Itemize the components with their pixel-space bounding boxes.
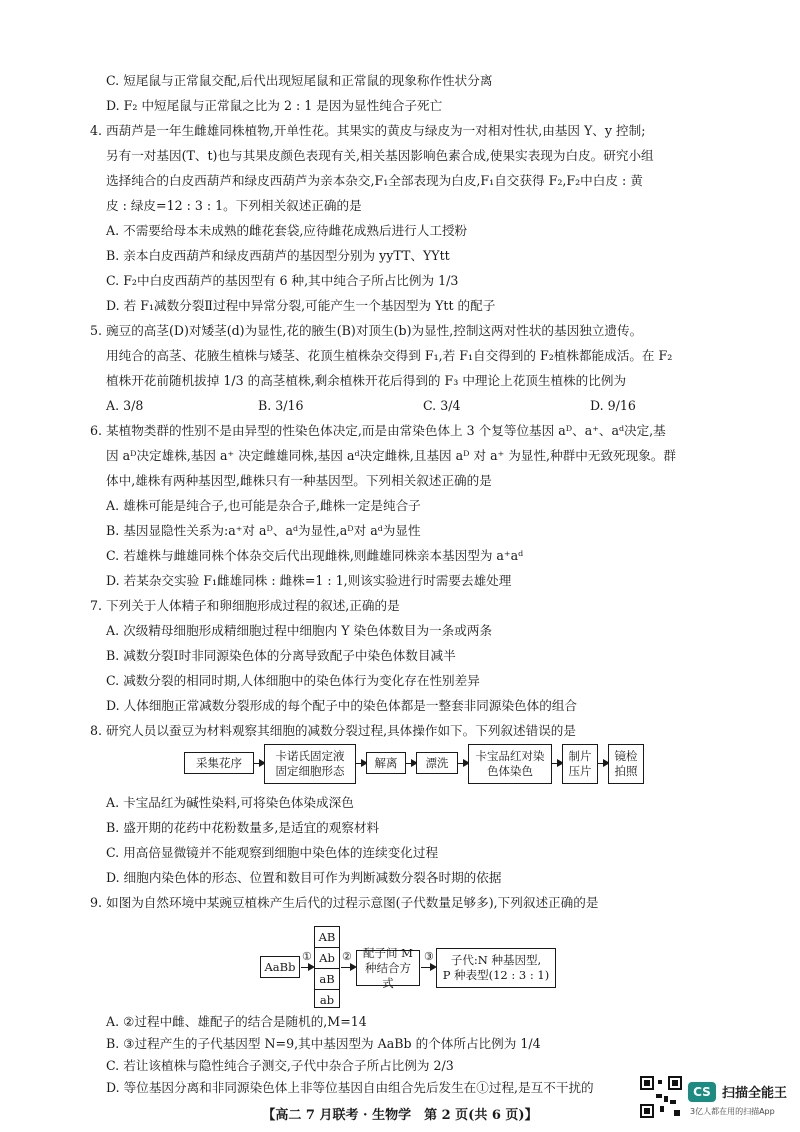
scanner-tagline: 3亿人都在用的扫描App [690, 1107, 775, 1116]
q4-stem-line1: 4. 西葫芦是一年生雌雄同株植物,开单性花。其果实的黄皮与绿皮为一对相对性状,由基因 Y、y 控制; [90, 123, 646, 138]
q7-option-c: C. 减数分裂的相同时期,人体细胞中的染色体行为变化存在性别差异 [106, 673, 480, 688]
q4-option-d: D. 若 F₁减数分裂Ⅱ过程中异常分裂,可能产生一个基因型为 Ytt 的配子 [106, 298, 496, 313]
flow9-arrow-3 [421, 967, 435, 968]
q8-option-c: C. 用高倍显微镜并不能观察到细胞中染色体的连续变化过程 [106, 845, 439, 860]
scanner-logo-icon: CS [688, 1082, 716, 1102]
q7-option-b: B. 减数分裂Ⅰ时非同源染色体的分离导致配子中染色体数目减半 [106, 648, 456, 663]
q5-stem-line3: 植株开花前随机拔掉 1/3 的高茎植株,剩余植株开花后得到的 F₃ 中理论上花顶生植株的比例为 [106, 373, 627, 388]
flow8-step-4: 漂洗 [416, 752, 458, 774]
q5-stem-line1: 5. 豌豆的高茎(D)对矮茎(d)为显性,花的腋生(B)对顶生(b)为显性,控制这两对性状的基因独立遗传。 [90, 323, 643, 338]
q6-stem-line1: 6. 某植物类群的性别不是由异型的性染色体决定,而是由常染色体上 3 个复等位基因 aᴰ、a⁺、aᵈ决定,基 [90, 423, 666, 438]
flow8-step-7: 镜检拍照 [608, 744, 644, 784]
q6-option-d: D. 若某杂交实验 F₁雌雄同株 : 雌株=1 : 1,则该实验进行时需要去雄处理 [106, 573, 512, 588]
flow8-arrow-1 [254, 763, 264, 764]
q9-option-b: B. ③过程产生的子代基因型 N=9,其中基因型为 AaBb 的个体所占比例为 1/4 [106, 1036, 541, 1051]
q5-option-c: C. 3/4 [423, 398, 461, 413]
flow8-arrow-5 [552, 763, 562, 764]
flow9-gametes [314, 926, 340, 1008]
flow9-arrow-2 [341, 967, 355, 968]
q4-option-c: C. F₂中白皮西葫芦的基因型有 6 种,其中纯合子所占比例为 1/3 [106, 273, 459, 288]
flow9-offspring: 子代:N 种基因型, P 种表型(12 : 3 : 1) [436, 948, 556, 988]
q6-option-a: A. 雄株可能是纯合子,也可能是杂合子,雌株一定是纯合子 [106, 498, 421, 513]
q8-option-d: D. 细胞内染色体的形态、位置和数目可作为判断减数分裂各时期的依据 [106, 870, 502, 885]
q3-option-c: C. 短尾鼠与正常鼠交配,后代出现短尾鼠和正常鼠的现象称作性状分离 [106, 73, 493, 88]
q4-option-a: A. 不需要给母本未成熟的雌花套袋,应待雌花成熟后进行人工授粉 [106, 223, 468, 238]
q6-option-b: B. 基因显隐性关系为:a⁺对 aᴰ、aᵈ为显性,aᴰ对 aᵈ为显性 [106, 523, 421, 538]
flow8-step-2: 卡诺氏固定液固定细胞形态 [264, 744, 356, 784]
q6-option-c: C. 若雄株与雌雄同株个体杂交后代出现雌株,则雌雄同株亲本基因型为 a⁺aᵈ [106, 548, 524, 563]
flow9-step1-label: ① [302, 950, 312, 963]
q6-stem-line2: 因 aᴰ决定雄株,基因 a⁺ 决定雌雄同株,基因 aᵈ决定雌株,且基因 aᴰ 对 a⁺ 为显性,种群中无致死现象。群 [106, 448, 677, 463]
q5-option-d: D. 9/16 [590, 398, 636, 413]
q4-stem-line2: 另有一对基因(T、t)也与其果皮颜色表现有关,相关基因影响色素合成,使果实表现为白皮。研究小组 [106, 148, 654, 163]
q9-stem: 9. 如图为自然环境中某豌豆植株产生后代的过程示意图(子代数量足够多),下列叙述正确的是 [90, 895, 599, 910]
flow9-arrow-1 [301, 967, 313, 968]
q3-option-d: D. F₂ 中短尾鼠与正常鼠之比为 2 : 1 是因为显性纯合子死亡 [106, 98, 443, 113]
scanner-app-name: 扫描全能王 [722, 1086, 788, 1101]
flow8-arrow-2 [356, 763, 366, 764]
flow8-step-5: 卡宝品红对染色体染色 [468, 744, 552, 784]
gamete: aB [315, 969, 339, 990]
flow9-parent: AaBb [260, 956, 300, 978]
q5-stem-line2: 用纯合的高茎、花腋生植株与矮茎、花顶生植株杂交得到 F₁,若 F₁自交得到的 F₂植株都能成活。在 F₂ [106, 348, 673, 363]
flow9-step2-label: ② [342, 950, 352, 963]
flow8-step-1: 采集花序 [184, 752, 254, 774]
gamete: AB [315, 927, 339, 948]
flow8-step-6: 制片压片 [562, 744, 598, 784]
q6-stem-line3: 体中,雄株有两种基因型,雌株只有一种基因型。下列相关叙述正确的是 [106, 473, 492, 488]
q9-option-a: A. ②过程中雌、雄配子的结合是随机的,M=14 [106, 1014, 367, 1029]
gamete: ab [319, 993, 335, 1007]
qr-code-icon [640, 1076, 682, 1118]
page-footer: 【高二 7 月联考 · 生物学 第 2 页(共 6 页)】 [262, 1108, 538, 1123]
gamete: Ab [315, 948, 339, 969]
flow8-arrow-3 [406, 763, 416, 764]
q8-stem: 8. 研究人员以蚕豆为材料观察其细胞的减数分裂过程,具体操作如下。下列叙述错误的是 [90, 723, 576, 738]
q4-option-b: B. 亲本白皮西葫芦和绿皮西葫芦的基因型分别为 yyTT、YYtt [106, 248, 450, 263]
q4-stem-line3: 选择纯合的白皮西葫芦和绿皮西葫芦为亲本杂交,F₁全部表现为白皮,F₁自交获得 F₂,F₂中白皮 : 黄 [106, 173, 643, 188]
flow8-step-3: 解离 [366, 752, 406, 774]
q5-option-a: A. 3/8 [106, 398, 144, 413]
flow8-arrow-4 [458, 763, 468, 764]
q9-option-d: D. 等位基因分离和非同源染色体上非等位基因自由组合先后发生在①过程,是互不干扰的 [106, 1080, 594, 1095]
q8-option-b: B. 盛开期的花药中花粉数量多,是适宜的观察材料 [106, 820, 380, 835]
q7-stem: 7. 下列关于人体精子和卵细胞形成过程的叙述,正确的是 [90, 598, 400, 613]
q8-option-a: A. 卡宝品红为碱性染料,可将染色体染成深色 [106, 795, 354, 810]
flow8-arrow-6 [598, 763, 608, 764]
q9-option-c: C. 若让该植株与隐性纯合子测交,子代中杂合子所占比例为 2/3 [106, 1058, 454, 1073]
q7-option-a: A. 次级精母细胞形成精细胞过程中细胞内 Y 染色体数目为一条或两条 [106, 623, 493, 638]
q4-stem-line4: 皮 : 绿皮=12 : 3 : 1。下列相关叙述正确的是 [106, 198, 362, 213]
q7-option-d: D. 人体细胞正常减数分裂形成的每个配子中的染色体都是一整套非同源染色体的组合 [106, 698, 578, 713]
flow9-combine: 配子间 M 种结合方式 [356, 950, 420, 986]
q5-option-b: B. 3/16 [258, 398, 304, 413]
flow9-step3-label: ③ [424, 950, 434, 963]
